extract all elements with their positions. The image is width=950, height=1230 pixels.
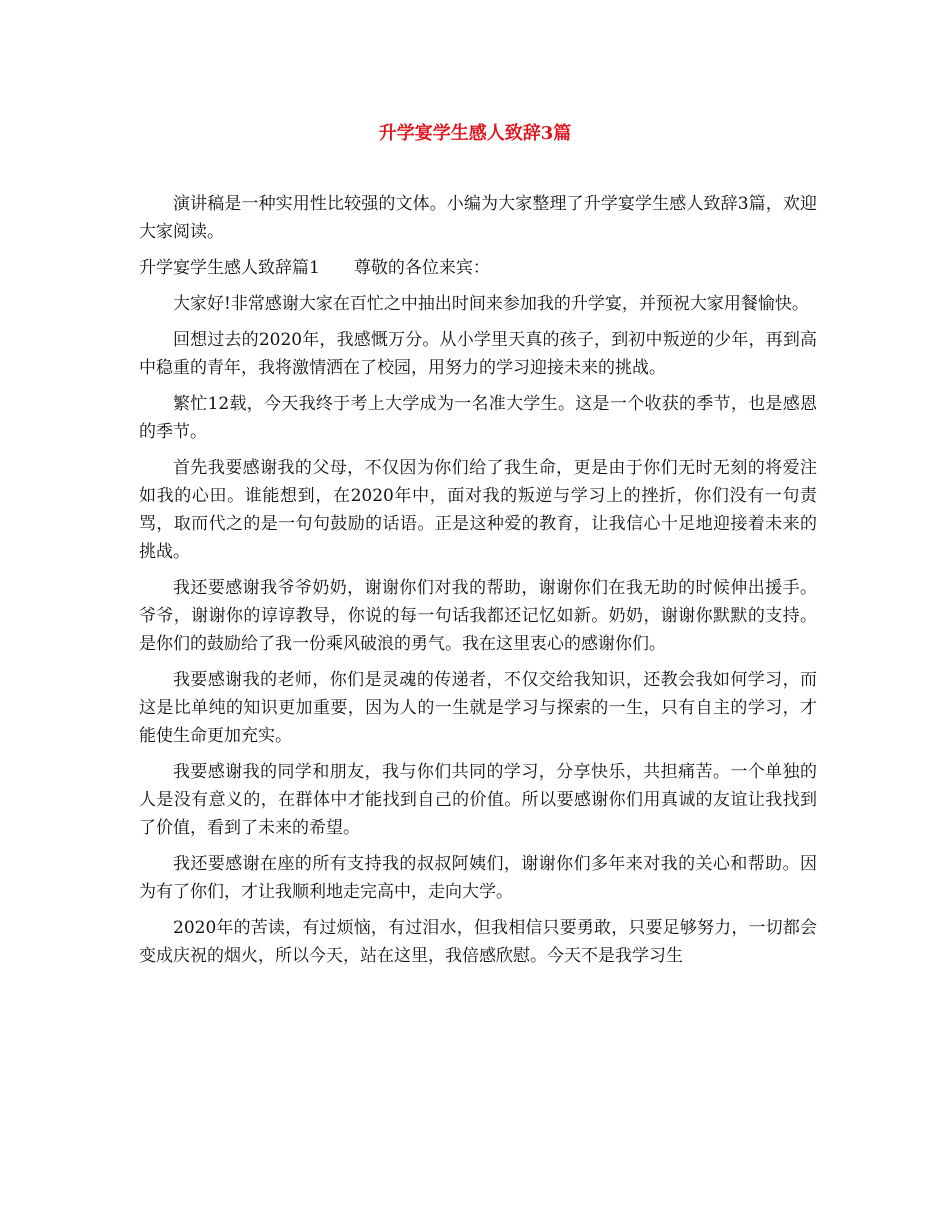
intro-paragraph: 演讲稿是一种实用性比较强的文体。小编为大家整理了升学宴学生感人致辞3篇，欢迎大家阅读。 (139, 194, 817, 242)
paragraph-greeting: 大家好!非常感谢大家在百忙之中抽出时间来参加我的升学宴，并预祝大家用餐愉快。 (173, 294, 809, 314)
paragraph-thanks-relatives: 我还要感谢在座的所有支持我的叔叔阿姨们，谢谢你们多年来对我的关心和帮助。因为有了你们，才让我顺利地走完高中，走向大学。 (139, 854, 817, 902)
document-title: 升学宴学生感人致辞3篇 (378, 123, 572, 144)
paragraph-thanks-parents: 首先我要感谢我的父母，不仅因为你们给了我生命，更是由于你们无时无刻的将爱注如我的心田。谁能想到，在2020年中，面对我的叛逆与学习上的挫折，你们没有一句责骂，取而代之的是一句句鼓励的话语。正是这种爱的教育，让我信心十足地迎接着未来的挑战。 (139, 458, 817, 562)
paragraph-hard-study: 2020年的苦读，有过烦恼，有过泪水，但我相信只要勇敢，只要足够努力，一切都会变成庆祝的烟火，所以今天，站在这里，我倍感欣慰。今天不是我学习生 (139, 918, 817, 966)
paragraph-thanks-friends: 我要感谢我的同学和朋友，我与你们共同的学习，分享快乐，共担痛苦。一个单独的人是没有意义的，在群体中才能找到自己的价值。所以要感谢你们用真诚的友谊让我找到了价值，看到了未来的希望。 (139, 762, 817, 838)
section-heading: 升学宴学生感人致辞篇1 (139, 258, 320, 278)
paragraph-twelve-years: 繁忙12载，今天我终于考上大学成为一名准大学生。这是一个收获的季节，也是感恩的季节。 (139, 394, 817, 442)
paragraph-recollection: 回想过去的2020年，我感慨万分。从小学里天真的孩子，到初中叛逆的少年，再到高中稳重的青年，我将激情洒在了校园，用努力的学习迎接未来的挑战。 (139, 330, 817, 378)
section-heading-line (139, 254, 817, 282)
salutation: 尊敬的各位来宾： (353, 258, 490, 278)
paragraph-thanks-grandparents: 我还要感谢我爷爷奶奶，谢谢你们对我的帮助，谢谢你们在我无助的时候伸出援手。爷爷，谢谢你的谆谆教导，你说的每一句话我都还记忆如新。奶奶，谢谢你默默的支持。是你们的鼓励给了我一份乘风破浪的勇气。我在这里衷心的感谢你们。 (139, 578, 817, 654)
paragraph-thanks-teachers: 我要感谢我的老师，你们是灵魂的传递者，不仅交给我知识，还教会我如何学习，而这是比单纯的知识更加重要，因为人的一生就是学习与探索的一生，只有自主的学习，才能使生命更加充实。 (139, 670, 817, 746)
document-body (139, 190, 817, 978)
